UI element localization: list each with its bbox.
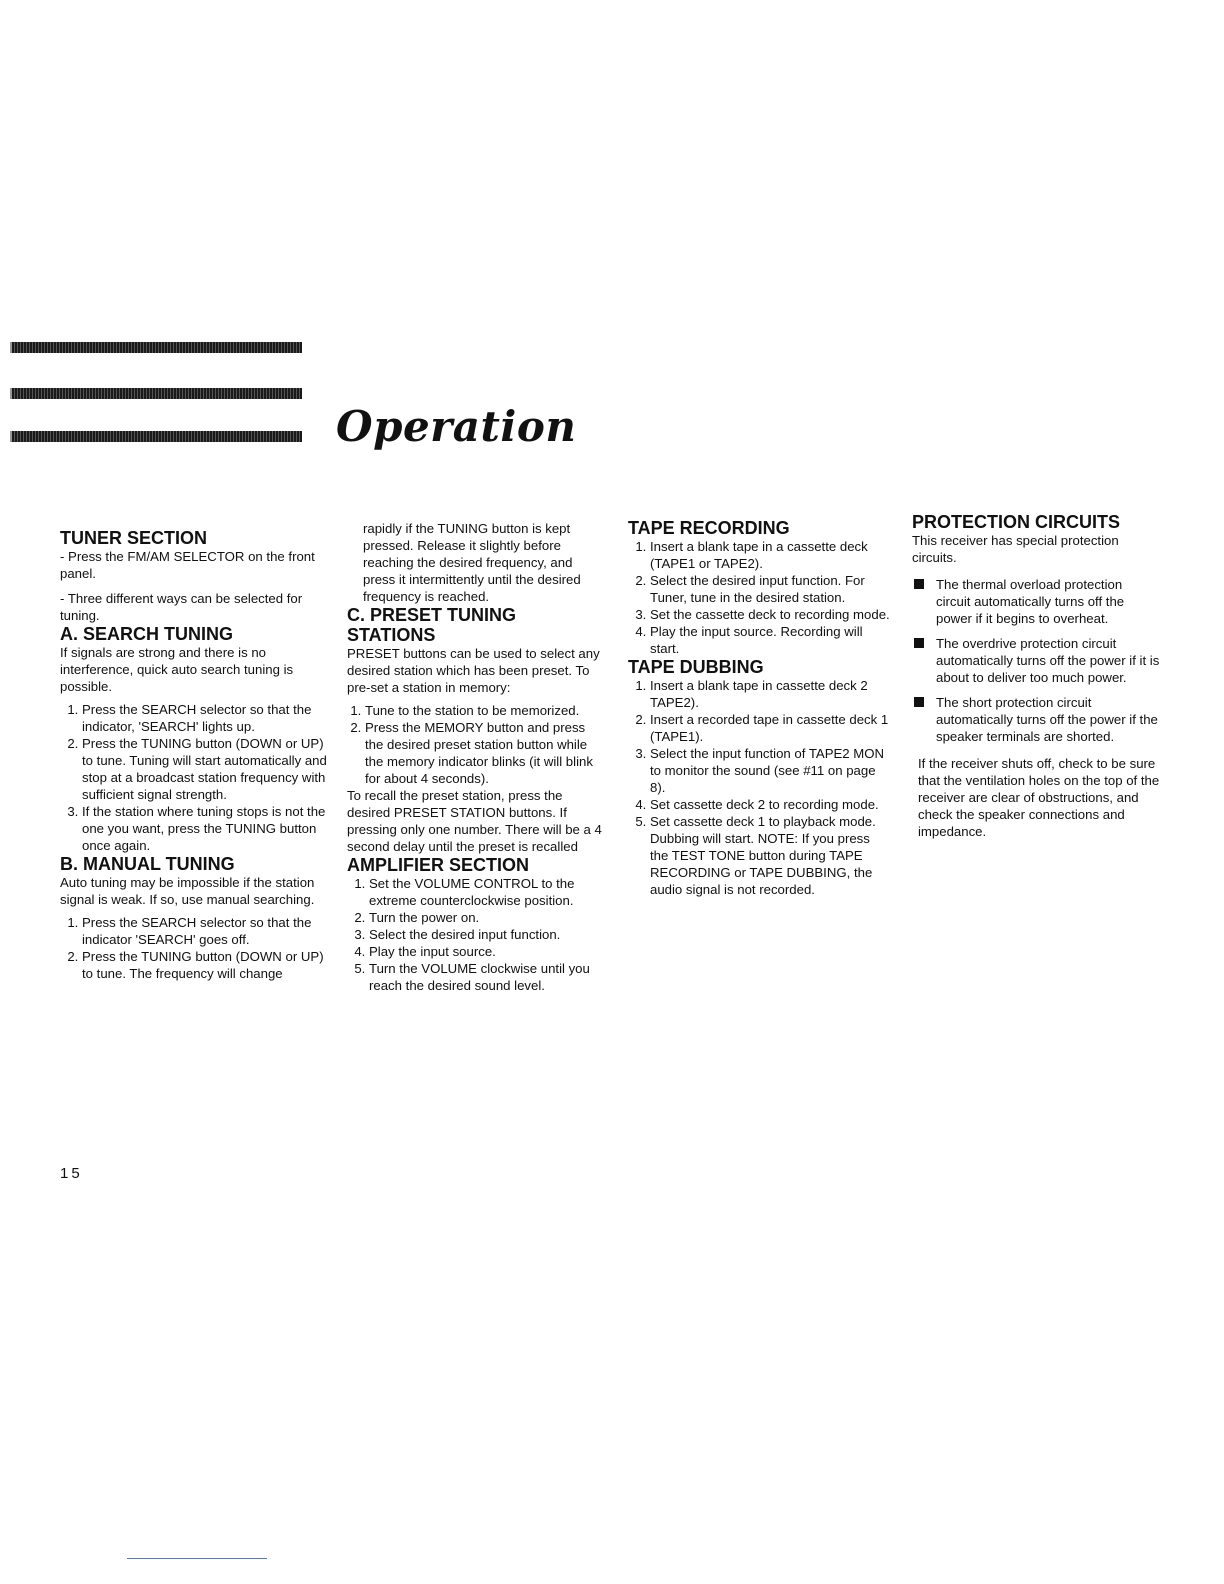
protection-bullets [912, 576, 1160, 745]
list-item: 5. Turn the VOLUME clockwise until you reach the desired sound level. [369, 960, 602, 994]
list-item: 1. Press the SEARCH selector so that the indicator 'SEARCH' goes off. [82, 914, 335, 948]
list-item: 4. Set cassette deck 2 to recording mode. [650, 796, 890, 813]
tape-recording-steps [628, 538, 890, 657]
column-3 [628, 518, 890, 898]
list-item: 3. If the station where tuning stops is not the one you want, press the TUNING button once again. [82, 803, 335, 854]
amplifier-section-heading: AMPLIFIER SECTION [347, 855, 530, 875]
search-tuning-intro: If signals are strong and there is no interference, quick auto search tuning is possible. [60, 645, 294, 694]
column-1 [60, 528, 335, 982]
square-bullet-icon [914, 697, 924, 707]
list-item: The thermal overload protection circuit automatically turns off the power if it begins to overheat. [912, 576, 1160, 627]
list-item: 2. Turn the power on. [369, 909, 602, 926]
protection-intro: This receiver has special protection circuits. [912, 533, 1119, 565]
list-item: 1. Insert a blank tape in a cassette deck (TAPE1 or TAPE2). [650, 538, 890, 572]
decorative-stripe-bar [10, 342, 302, 353]
list-item: 1. Tune to the station to be memorized. [365, 702, 602, 719]
list-item: 4. Play the input source. [369, 943, 602, 960]
list-item: 2. Insert a recorded tape in cassette deck 1 (TAPE1). [650, 711, 890, 745]
footer-rule [127, 1558, 267, 1559]
preset-recall-note: To recall the preset station, press the desired PRESET STATION buttons. If pressing only one number. There will be a 4 second delay until the preset is recalled [347, 788, 602, 854]
page-title: Operation [336, 402, 577, 451]
amplifier-steps [347, 875, 602, 994]
search-tuning-heading: A. SEARCH TUNING [60, 624, 234, 644]
preset-tuning-intro: PRESET buttons can be used to select any desired station which has been preset. To pre-set a station in memory: [347, 646, 600, 695]
tape-recording-heading: TAPE RECORDING [628, 518, 790, 538]
manual-tuning-intro: Auto tuning may be impossible if the station signal is weak. If so, use manual searching. [60, 875, 315, 907]
list-item: 2. Select the desired input function. For Tuner, tune in the desired station. [650, 572, 890, 606]
tape-dubbing-heading: TAPE DUBBING [628, 657, 764, 677]
column-2 [347, 520, 602, 994]
list-item: 3. Set the cassette deck to recording mode. [650, 606, 890, 623]
list-item: 1. Set the VOLUME CONTROL to the extreme counterclockwise position. [369, 875, 602, 909]
list-item: The overdrive protection circuit automatically turns off the power if it is about to deliver too much power. [912, 635, 1160, 686]
list-item: 5. Set cassette deck 1 to playback mode. Dubbing will start. NOTE: If you press the TEST TONE button during TAPE RECORDING or TAPE DUBBING, the audio signal is not recorded. [650, 813, 890, 898]
page-number: 15 [60, 1165, 83, 1182]
tuner-intro-2: - Three different ways can be selected for tuning. [60, 591, 303, 623]
list-item: 2. Press the MEMORY button and press the desired preset station button while the memory indicator blinks (it will blink for about 4 seconds). [365, 719, 602, 787]
decorative-stripe-bar [10, 431, 302, 442]
list-item: 4. Play the input source. Recording will start. [650, 623, 890, 657]
manual-tuning-heading: B. MANUAL TUNING [60, 854, 235, 874]
list-item: 1. Insert a blank tape in cassette deck 2 TAPE2). [650, 677, 890, 711]
tuner-section-heading: TUNER SECTION [60, 528, 208, 548]
list-item: 3. Select the input function of TAPE2 MON to monitor the sound (see #11 on page 8). [650, 745, 890, 796]
column-4 [912, 512, 1160, 840]
list-item: The short protection circuit automatically turns off the power if the speaker terminals are shorted. [912, 694, 1160, 745]
list-item: 2. Press the TUNING button (DOWN or UP) to tune. The frequency will change [82, 948, 335, 982]
list-item: 3. Select the desired input function. [369, 926, 602, 943]
tuner-intro-1: - Press the FM/AM SELECTOR on the front panel. [60, 549, 315, 581]
list-item: 2. Press the TUNING button (DOWN or UP) to tune. Tuning will start automatically and stop at a broadcast station frequency with sufficient signal strength. [82, 735, 335, 803]
square-bullet-icon [914, 638, 924, 648]
decorative-stripe-bar [10, 388, 302, 399]
manual-tuning-steps [60, 914, 335, 982]
tape-dubbing-steps [628, 677, 890, 898]
square-bullet-icon [914, 579, 924, 589]
preset-tuning-heading: C. PRESET TUNING STATIONS [347, 605, 517, 645]
protection-circuits-heading: PROTECTION CIRCUITS [912, 512, 1121, 532]
preset-tuning-steps [347, 702, 602, 787]
search-tuning-steps [60, 701, 335, 854]
protection-note: If the receiver shuts off, check to be sure that the ventilation holes on the top of the receiver are clear of obstructions, and check the speaker connections and impedance. [918, 756, 1160, 839]
list-item: 1. Press the SEARCH selector so that the indicator, 'SEARCH' lights up. [82, 701, 335, 735]
manual-tuning-continued: rapidly if the TUNING button is kept pressed. Release it slightly before reaching the desired frequency, and press it intermittently until the desired frequency is reached. [363, 521, 581, 604]
